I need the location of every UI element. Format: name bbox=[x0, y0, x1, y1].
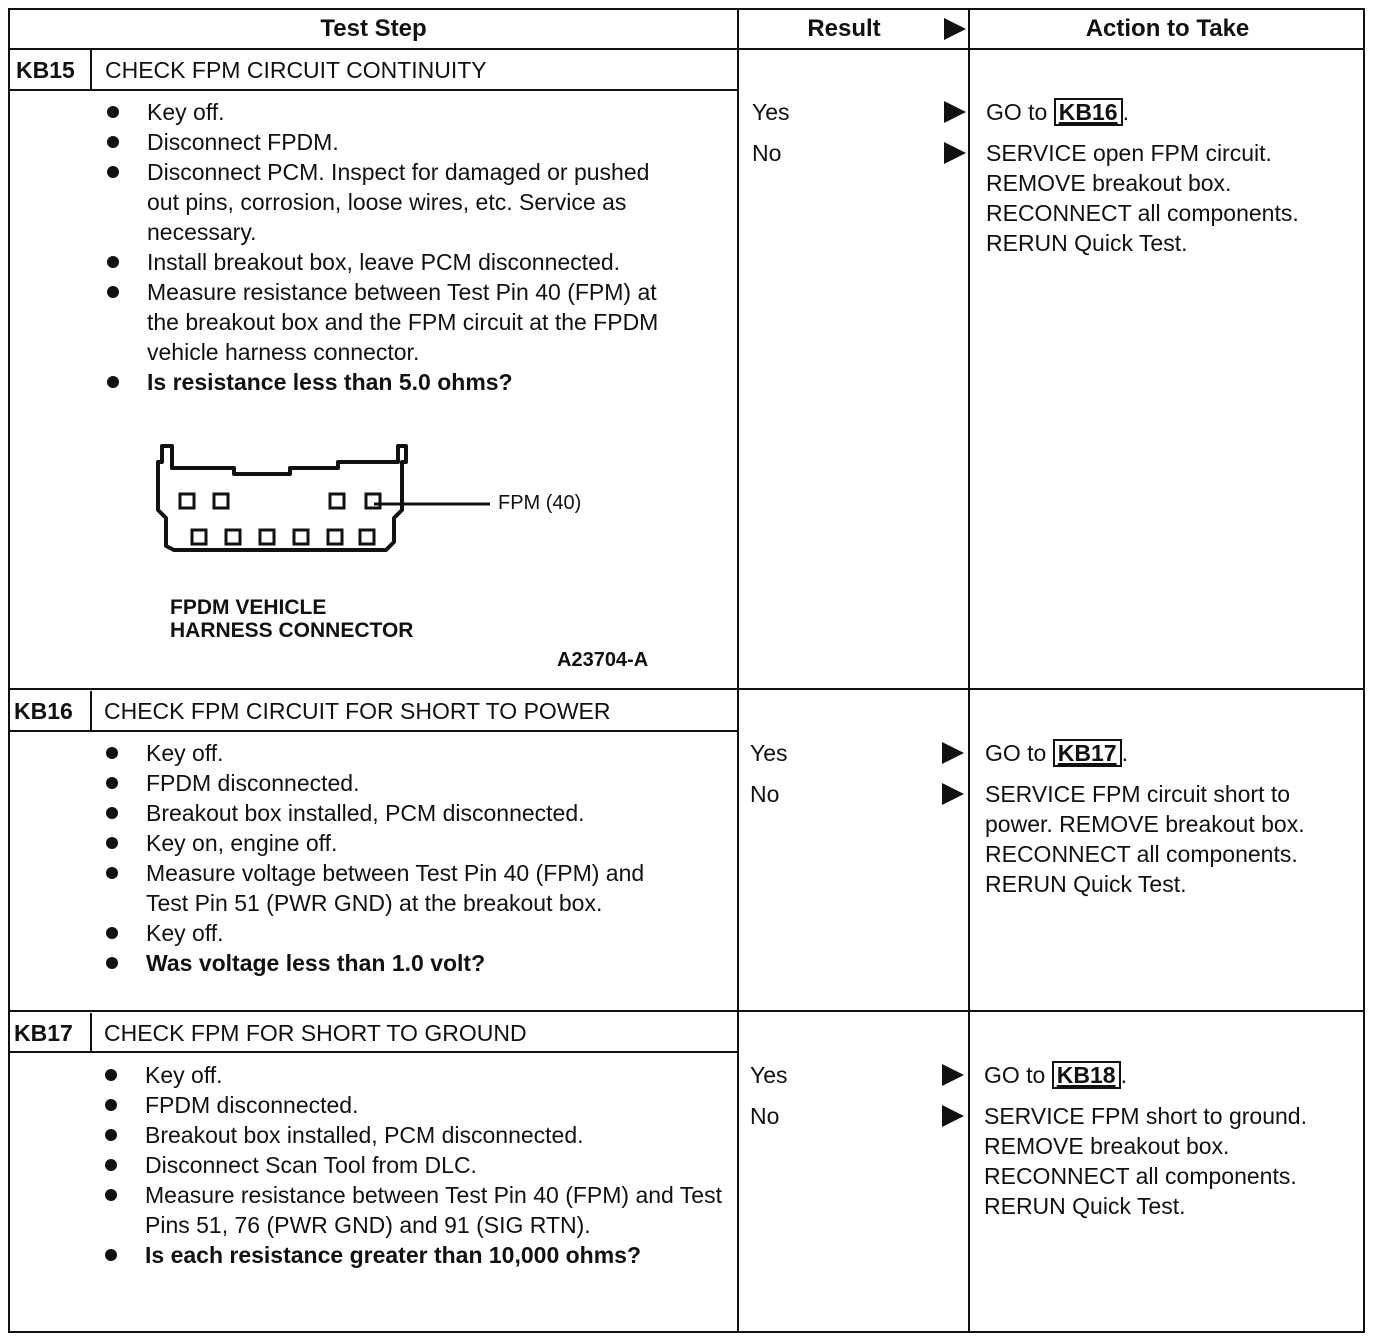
column-divider-result bbox=[737, 8, 739, 1333]
step-id-kb15: KB15 bbox=[16, 57, 75, 83]
step-title-divider bbox=[8, 89, 738, 91]
action-no: SERVICE open FPM circuit. REMOVE breakout box. RECONNECT all components. RERUN Quick Test. bbox=[986, 140, 1299, 256]
header-action: Action to Take bbox=[1085, 15, 1250, 42]
result-arrow-icon bbox=[944, 101, 966, 123]
result-no: No bbox=[752, 140, 782, 166]
action-suffix: . bbox=[1120, 1062, 1127, 1088]
result-arrow-icon bbox=[942, 1105, 964, 1127]
bullet-item: Measure resistance between Test Pin 40 (FPM) and Test Pins 51, 76 (PWR GND) and 91 (SIG RTN). bbox=[105, 1180, 725, 1240]
bullet-item: Breakout box installed, PCM disconnected. bbox=[106, 798, 706, 828]
result-arrow-icon bbox=[944, 142, 966, 164]
step-id-divider bbox=[90, 1013, 92, 1053]
action-yes bbox=[986, 97, 1361, 127]
step-title-divider bbox=[8, 730, 738, 732]
result-yes: Yes bbox=[752, 99, 790, 125]
bullet-item: Key on, engine off. bbox=[106, 828, 706, 858]
bullet-item: Key off. bbox=[107, 97, 727, 127]
connector-caption-line1: FPDM VEHICLE bbox=[170, 596, 327, 619]
bullet-item: Measure voltage between Test Pin 40 (FPM) and Test Pin 51 (PWR GND) at the breakout box. bbox=[106, 858, 706, 918]
step-id-kb16: KB16 bbox=[14, 698, 73, 724]
step-reference-link[interactable]: KB17 bbox=[1053, 739, 1122, 767]
header-arrow-icon bbox=[944, 18, 966, 40]
result-arrow-icon bbox=[942, 742, 964, 764]
question-item: Was voltage less than 1.0 volt? bbox=[106, 948, 706, 978]
bullet-item: Disconnect PCM. Inspect for damaged or pushed out pins, corrosion, loose wires, etc. Service as necessary. bbox=[107, 157, 727, 247]
step-divider bbox=[8, 688, 1365, 690]
step-title-kb17: CHECK FPM FOR SHORT TO GROUND bbox=[104, 1020, 527, 1046]
header-result: Result bbox=[807, 15, 881, 42]
step-bullets-kb16 bbox=[106, 738, 706, 978]
action-no: SERVICE FPM circuit short to power. REMOVE breakout box. RECONNECT all components. RERUN Quick Test. bbox=[985, 781, 1305, 897]
step-id-divider bbox=[90, 691, 92, 731]
action-yes bbox=[985, 738, 1360, 768]
figure-id: A23704-A bbox=[557, 649, 649, 671]
question-item: Is each resistance greater than 10,000 ohms? bbox=[105, 1240, 725, 1270]
action-yes bbox=[984, 1060, 1359, 1090]
step-id-kb17: KB17 bbox=[14, 1020, 73, 1046]
action-suffix: . bbox=[1122, 99, 1129, 125]
step-divider bbox=[8, 1010, 1365, 1012]
step-bullets-kb17 bbox=[105, 1060, 725, 1270]
header-test-step: Test Step bbox=[320, 15, 427, 42]
step-reference-link[interactable]: KB16 bbox=[1054, 98, 1123, 126]
step-title-divider bbox=[8, 1051, 738, 1053]
result-no: No bbox=[750, 1103, 780, 1129]
step-bullets-kb15 bbox=[107, 97, 727, 397]
bullet-item: Disconnect FPDM. bbox=[107, 127, 727, 157]
bullet-item: Key off. bbox=[105, 1060, 725, 1090]
connector-caption-line2: HARNESS CONNECTOR bbox=[170, 619, 414, 642]
action-prefix: GO to bbox=[985, 740, 1047, 766]
bullet-item: Key off. bbox=[106, 918, 706, 948]
bullet-item: Measure resistance between Test Pin 40 (FPM) at the breakout box and the FPM circuit at the FPDM vehicle harness connector. bbox=[107, 277, 727, 367]
action-no: SERVICE FPM short to ground. REMOVE breakout box. RECONNECT all components. RERUN Quick Test. bbox=[984, 1103, 1307, 1219]
bullet-item: Key off. bbox=[106, 738, 706, 768]
fpdm-connector-diagram bbox=[150, 438, 510, 558]
pin-label: FPM (40) bbox=[498, 492, 582, 514]
step-reference-link[interactable]: KB18 bbox=[1052, 1061, 1121, 1089]
result-arrow-icon bbox=[942, 1064, 964, 1086]
action-prefix: GO to bbox=[986, 99, 1048, 125]
bullet-item: Disconnect Scan Tool from DLC. bbox=[105, 1150, 725, 1180]
step-title-kb16: CHECK FPM CIRCUIT FOR SHORT TO POWER bbox=[104, 698, 611, 724]
bullet-item: FPDM disconnected. bbox=[105, 1090, 725, 1120]
bullet-item: Breakout box installed, PCM disconnected. bbox=[105, 1120, 725, 1150]
action-prefix: GO to bbox=[984, 1062, 1046, 1088]
result-yes: Yes bbox=[750, 1062, 788, 1088]
question-item: Is resistance less than 5.0 ohms? bbox=[107, 367, 727, 397]
bullet-item: Install breakout box, leave PCM disconnected. bbox=[107, 247, 727, 277]
step-title-kb15: CHECK FPM CIRCUIT CONTINUITY bbox=[105, 57, 487, 83]
step-id-divider bbox=[90, 50, 92, 90]
result-arrow-icon bbox=[942, 783, 964, 805]
action-suffix: . bbox=[1121, 740, 1128, 766]
result-yes: Yes bbox=[750, 740, 788, 766]
bullet-item: FPDM disconnected. bbox=[106, 768, 706, 798]
column-divider-action bbox=[968, 8, 970, 1333]
result-no: No bbox=[750, 781, 780, 807]
